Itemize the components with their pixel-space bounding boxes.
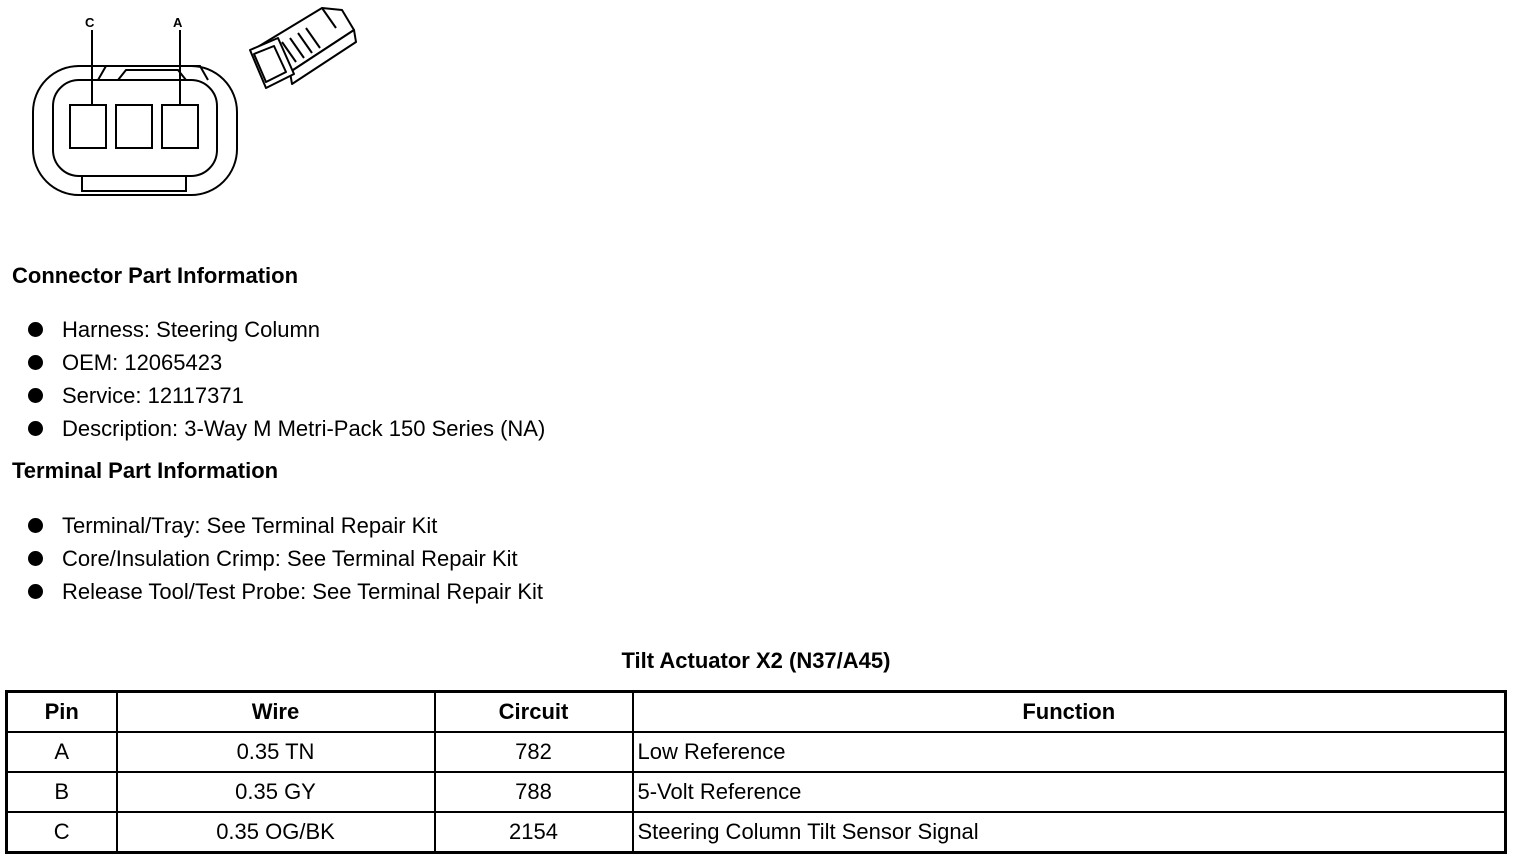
header-pin: Pin [7, 692, 117, 733]
bullet-icon [28, 551, 43, 566]
header-circuit: Circuit [435, 692, 633, 733]
bullet-icon [28, 388, 43, 403]
header-function: Function [633, 692, 1506, 733]
connector-isometric-icon [250, 8, 356, 88]
list-item: Harness: Steering Column [28, 313, 545, 346]
cell-pin: A [7, 732, 117, 772]
cell-function: 5-Volt Reference [633, 772, 1506, 812]
cell-pin: B [7, 772, 117, 812]
connector-info-heading: Connector Part Information [12, 263, 299, 288]
bullet-icon [28, 421, 43, 436]
cell-function: Steering Column Tilt Sensor Signal [633, 812, 1506, 853]
cell-function: Low Reference [633, 732, 1506, 772]
bullet-icon [28, 584, 43, 599]
header-wire: Wire [117, 692, 435, 733]
cell-pin: C [7, 812, 117, 853]
cell-circuit: 788 [435, 772, 633, 812]
list-item: Service: 12117371 [28, 379, 545, 412]
pin-label-c: C [85, 15, 95, 30]
list-item: Description: 3-Way M Metri-Pack 150 Series (NA) [28, 412, 545, 445]
pinout-table [5, 690, 1507, 854]
table-title: Tilt Actuator X2 (N37/A45) [621, 648, 891, 673]
table-row [7, 732, 1506, 772]
table-row [7, 772, 1506, 812]
connector-diagram [0, 0, 370, 210]
bullet-icon [28, 355, 43, 370]
table-header-row [7, 692, 1506, 733]
pin-label-a: A [173, 15, 183, 30]
connector-face-icon [33, 30, 237, 195]
list-item: Terminal/Tray: See Terminal Repair Kit [28, 509, 543, 542]
terminal-info-heading: Terminal Part Information [12, 458, 279, 483]
list-item: Core/Insulation Crimp: See Terminal Repair Kit [28, 542, 543, 575]
table-row [7, 812, 1506, 853]
list-item: OEM: 12065423 [28, 346, 545, 379]
list-item: Release Tool/Test Probe: See Terminal Repair Kit [28, 575, 543, 608]
bullet-icon [28, 518, 43, 533]
cell-circuit: 782 [435, 732, 633, 772]
terminal-info-list [28, 509, 543, 608]
cell-wire: 0.35 TN [117, 732, 435, 772]
cell-circuit: 2154 [435, 812, 633, 853]
connector-info-list [28, 313, 545, 445]
bullet-icon [28, 322, 43, 337]
cell-wire: 0.35 OG/BK [117, 812, 435, 853]
cell-wire: 0.35 GY [117, 772, 435, 812]
